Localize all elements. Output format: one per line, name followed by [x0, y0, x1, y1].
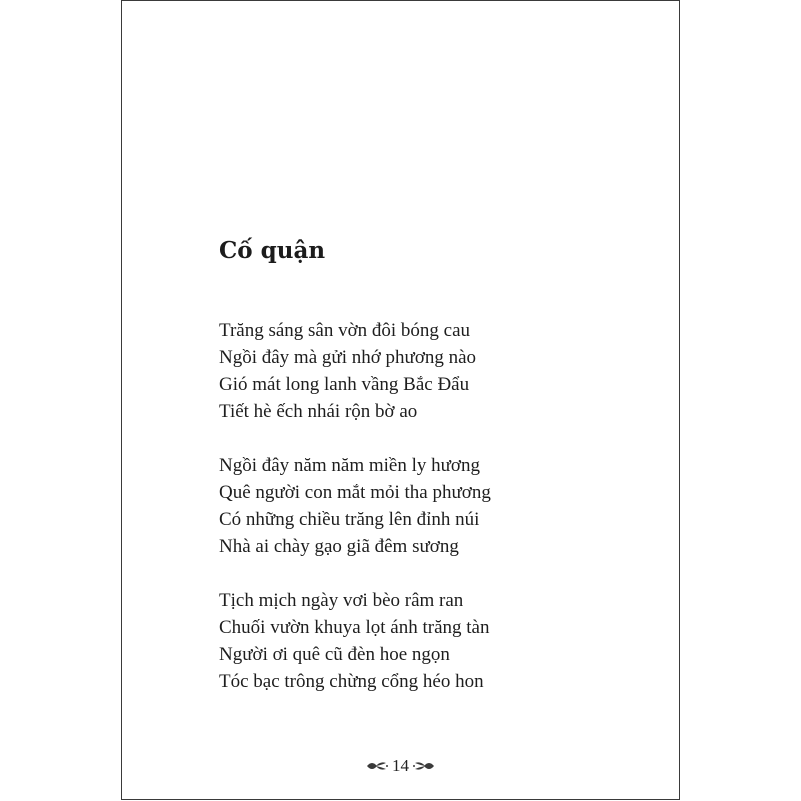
verse-line: Có những chiều trăng lên đỉnh núi: [219, 509, 480, 530]
verse-line: Chuối vườn khuya lọt ánh trăng tàn: [219, 617, 490, 638]
verse-line: Tiết hè ếch nhái rộn bờ ao: [219, 401, 418, 422]
verse-line: Người ơi quê cũ đèn hoe ngọn: [219, 644, 450, 665]
verse-line: Nhà ai chày gạo giã đêm sương: [219, 536, 459, 557]
verse-line: Quê người con mắt mỏi tha phương: [219, 482, 491, 503]
verse-line: Tịch mịch ngày vơi bèo râm ran: [219, 590, 464, 611]
page-number: 14: [392, 756, 409, 775]
page-footer: [122, 754, 679, 778]
verse-line: Tóc bạc trông chừng cổng héo hon: [219, 671, 484, 692]
poem-title: Cố quận: [219, 237, 326, 264]
verse-line: Trăng sáng sân vờn đôi bóng cau: [219, 320, 471, 341]
stanza-1: [219, 317, 476, 425]
leaf-flourish-icon: [366, 759, 388, 773]
stanza-2: [219, 452, 491, 560]
book-page: [121, 0, 680, 800]
verse-line: Gió mát long lanh vầng Bắc Đẩu: [219, 374, 470, 395]
leaf-flourish-icon: [413, 759, 435, 773]
verse-line: Ngồi đây mà gửi nhớ phương nào: [219, 347, 477, 368]
stanza-3: [219, 587, 489, 695]
verse-line: Ngồi đây năm năm miền ly hương: [219, 455, 480, 476]
